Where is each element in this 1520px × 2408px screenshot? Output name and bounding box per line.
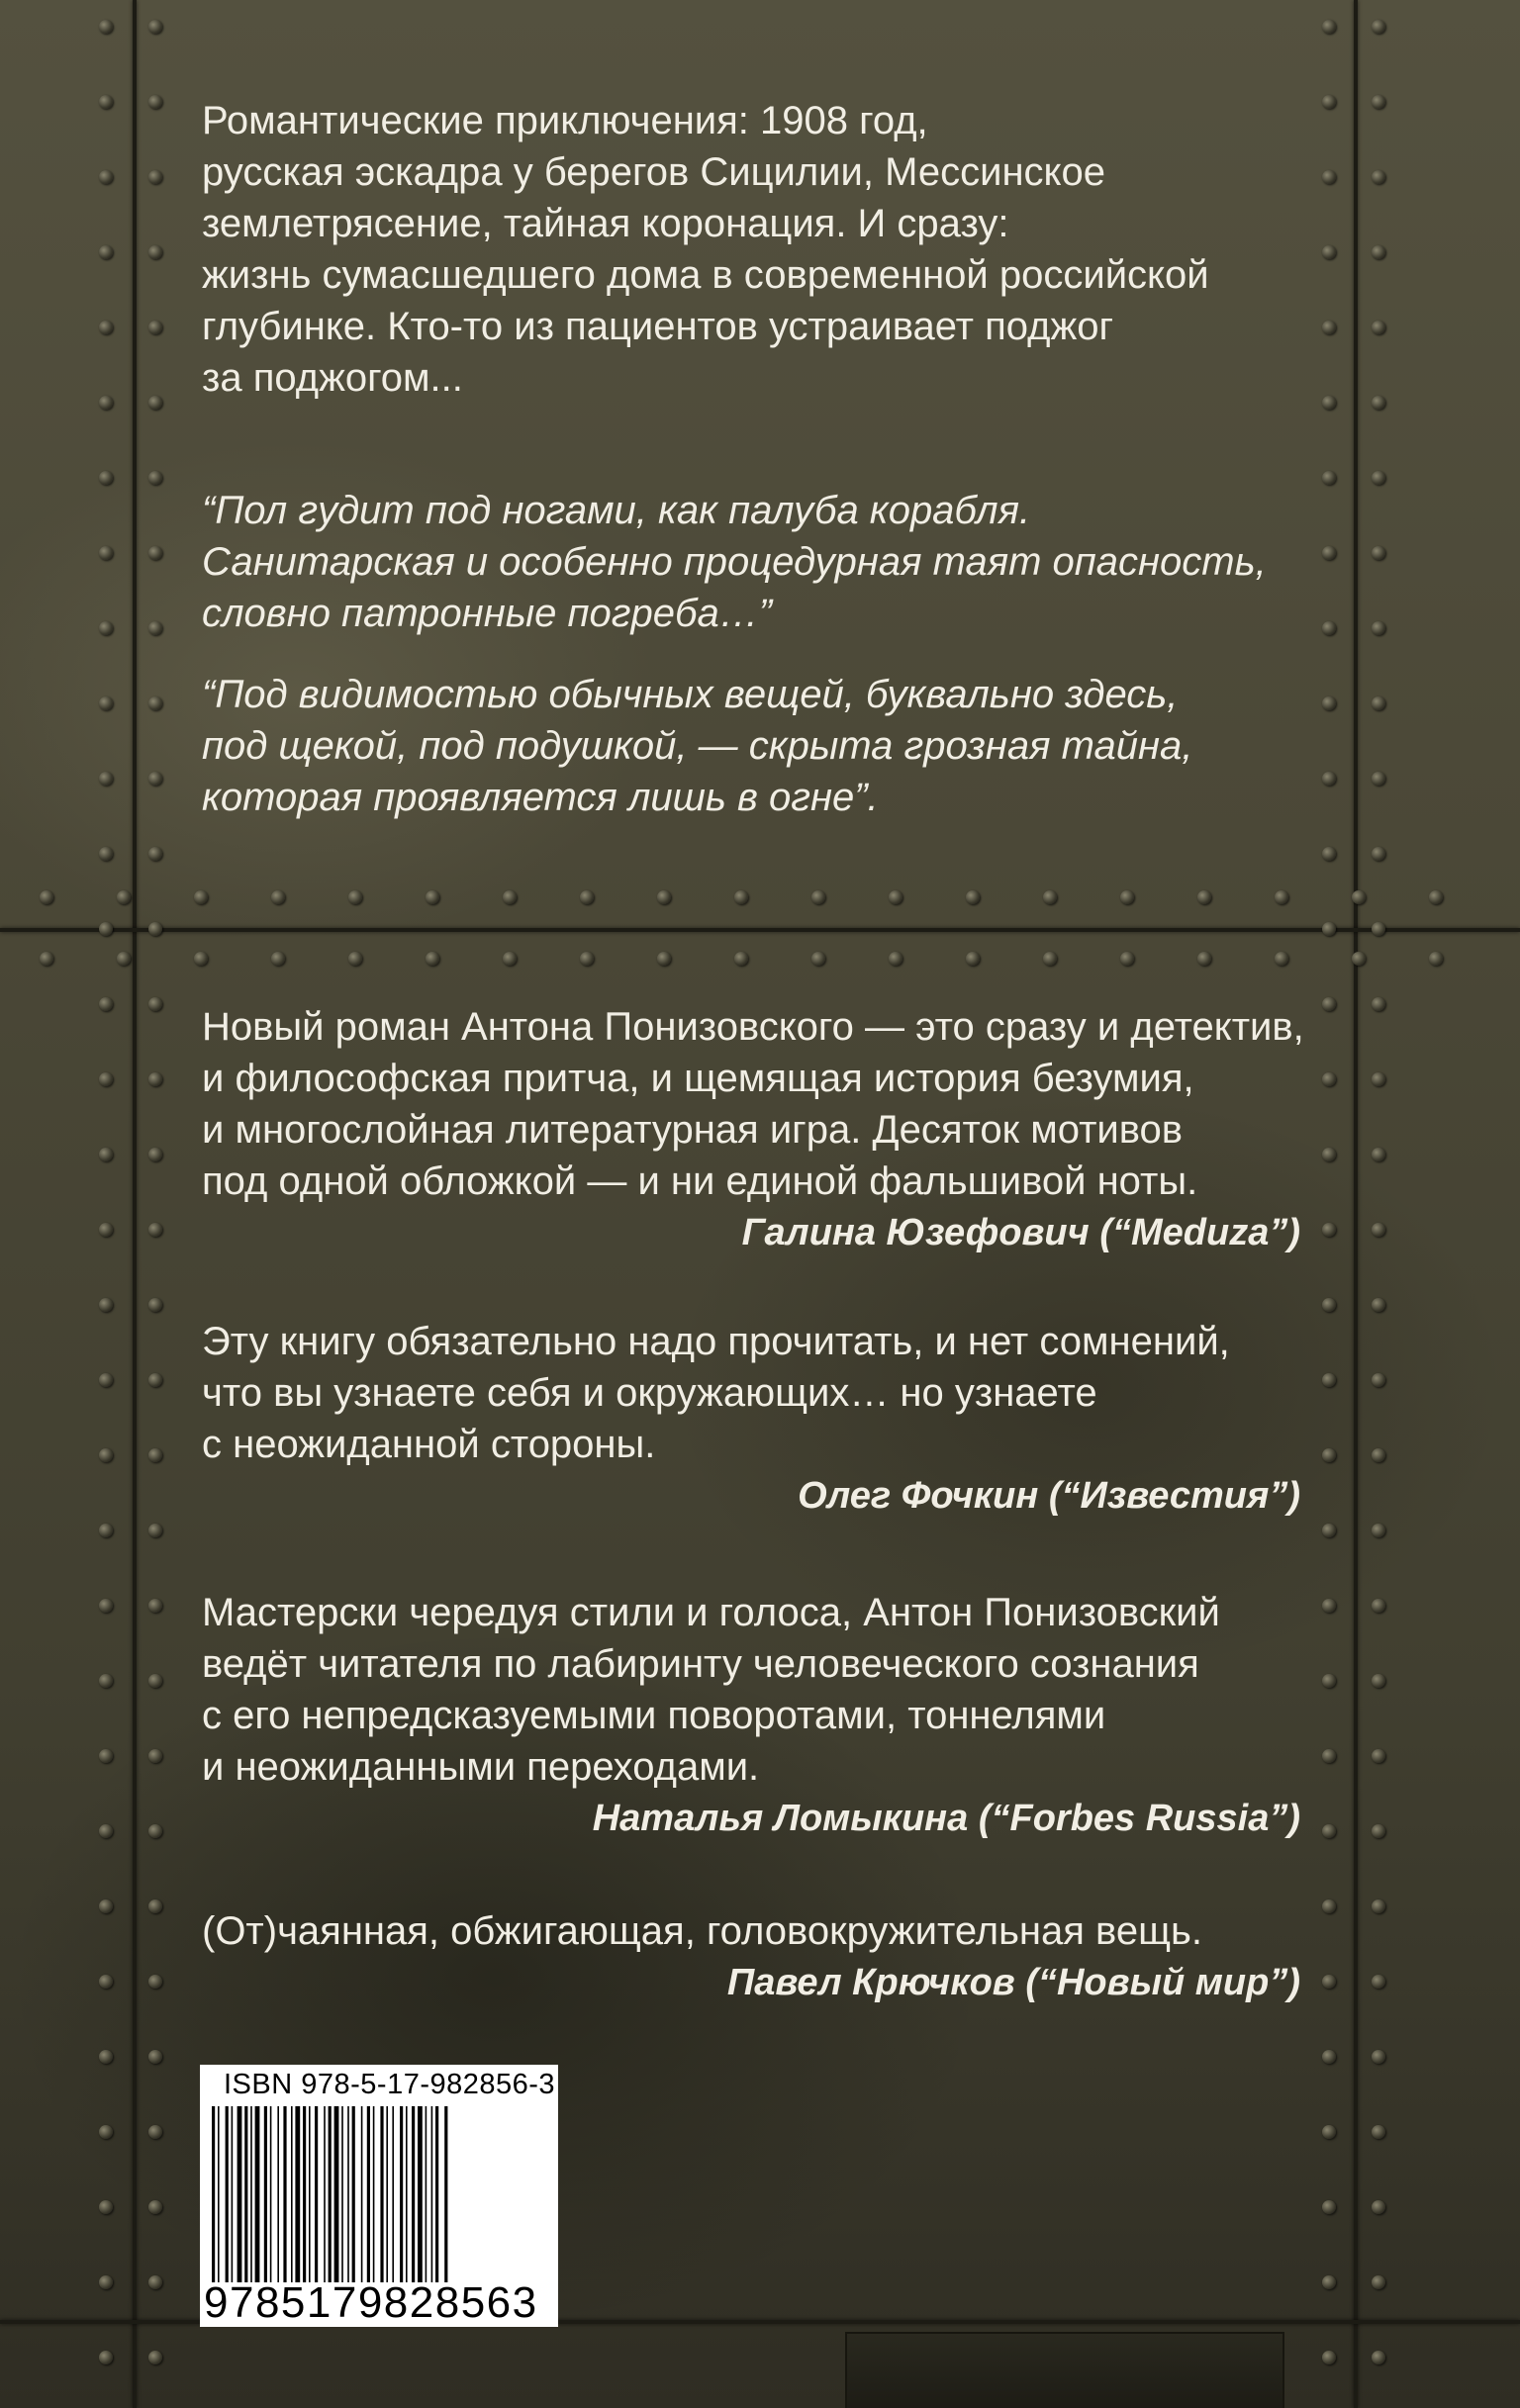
rivet — [99, 1072, 113, 1086]
rivet — [148, 772, 162, 786]
rivet — [271, 890, 285, 904]
rivet — [148, 245, 162, 259]
rivet — [1322, 2275, 1336, 2289]
rivet — [1372, 922, 1385, 936]
rivet — [1372, 1298, 1385, 1312]
rivet — [1322, 20, 1336, 34]
barcode-bar — [426, 2106, 428, 2282]
rivet — [503, 952, 517, 966]
rivet — [1372, 1373, 1385, 1387]
rivet — [1275, 890, 1288, 904]
rivet — [40, 952, 53, 966]
rivet — [148, 1072, 162, 1086]
quote-line: Санитарская и особенно процедурная таят опасность, — [202, 540, 1267, 584]
rivet — [148, 1524, 162, 1537]
rivet — [148, 170, 162, 184]
rivet — [1429, 890, 1443, 904]
rivet — [1372, 471, 1385, 485]
rivet — [1372, 1599, 1385, 1613]
rivet — [503, 890, 517, 904]
blurb-line: жизнь сумасшедшего дома в современной российской — [202, 253, 1209, 297]
barcode-bar — [238, 2106, 242, 2282]
rivet — [1372, 1975, 1385, 1989]
rivet — [99, 321, 113, 334]
review-4 — [202, 1905, 1310, 2008]
rivet — [99, 1448, 113, 1462]
rivet — [99, 922, 113, 936]
barcode-bar — [400, 2106, 403, 2282]
barcode-bar — [324, 2106, 326, 2282]
rivet — [1429, 952, 1443, 966]
rivet — [1372, 2275, 1385, 2289]
review-3 — [202, 1587, 1310, 1844]
rivet — [99, 1599, 113, 1613]
rivet — [1322, 1223, 1336, 1237]
rivet — [1322, 621, 1336, 635]
rivet — [1322, 1749, 1336, 1763]
quote-line: под щекой, под подушкой, — скрыта грозная тайна, — [202, 724, 1193, 768]
rivet — [811, 890, 825, 904]
review-line: с его непредсказуемыми поворотами, тоннелями — [202, 1694, 1106, 1737]
review-author: Олег Фочкин (“Известия”) — [798, 1475, 1300, 1517]
rivet — [148, 1223, 162, 1237]
rivet — [148, 696, 162, 710]
rivet — [1352, 952, 1366, 966]
blurb-line: за поджогом... — [202, 356, 463, 400]
rivet — [1322, 1373, 1336, 1387]
barcode-bar — [218, 2106, 220, 2282]
rivet — [1197, 952, 1211, 966]
review-line: и неожиданными переходами. — [202, 1745, 760, 1789]
barcode-bar — [255, 2106, 260, 2282]
rivet — [348, 952, 362, 966]
rivet — [1372, 1899, 1385, 1913]
barcode-bar — [444, 2106, 447, 2282]
barcode-bar — [373, 2106, 375, 2282]
rivet — [1372, 2125, 1385, 2139]
rivet — [1197, 890, 1211, 904]
rivet — [1322, 1975, 1336, 1989]
barcode-bar — [264, 2106, 267, 2282]
barcode-bar — [412, 2106, 415, 2282]
rivet — [580, 890, 594, 904]
rivet — [99, 546, 113, 560]
rivet — [1372, 1448, 1385, 1462]
rivet — [966, 952, 980, 966]
rivet — [1322, 471, 1336, 485]
rivet — [1322, 1148, 1336, 1161]
rivet — [1322, 245, 1336, 259]
rivet — [99, 2351, 113, 2364]
review-author: Наталья Ломыкина (“Forbes Russia”) — [592, 1798, 1300, 1839]
barcode-bar — [226, 2106, 229, 2282]
rivet — [1372, 1148, 1385, 1161]
panel-seam-top — [0, 928, 1520, 932]
barcode-bar — [295, 2106, 300, 2282]
rivet — [1322, 2050, 1336, 2064]
barcode-bar — [347, 2106, 349, 2282]
blurb-line: русская эскадра у берегов Сицилии, Мессинское — [202, 150, 1105, 194]
rivet — [148, 997, 162, 1011]
rivet — [148, 621, 162, 635]
rivet — [657, 952, 671, 966]
barcode-bar — [406, 2106, 408, 2282]
rivet — [1372, 1749, 1385, 1763]
isbn-barcode — [200, 2065, 558, 2327]
blurb-line: Романтические приключения: 1908 год, — [202, 99, 928, 142]
rivet — [426, 890, 439, 904]
rivet — [1372, 772, 1385, 786]
rivet — [1352, 890, 1366, 904]
rivet — [426, 952, 439, 966]
barcode-bar — [392, 2106, 394, 2282]
review-line: Эту книгу обязательно надо прочитать, и нет сомнений, — [202, 1320, 1230, 1363]
rivet — [99, 2050, 113, 2064]
barcode-bar — [270, 2106, 272, 2282]
review-line: Мастерски чередуя стили и голоса, Антон Понизовский — [202, 1591, 1220, 1634]
rivet — [1322, 546, 1336, 560]
rivet — [1322, 1899, 1336, 1913]
rivet — [889, 890, 902, 904]
rivet — [117, 890, 131, 904]
rivet — [99, 95, 113, 109]
rivet — [148, 396, 162, 410]
barcode-bar — [277, 2106, 279, 2282]
barcode-bar — [361, 2106, 363, 2282]
barcode-bar — [435, 2106, 438, 2282]
rivet — [99, 997, 113, 1011]
rivet — [99, 170, 113, 184]
rivet — [1322, 1824, 1336, 1838]
barcode-bar — [386, 2106, 388, 2282]
barcode-bar — [418, 2106, 423, 2282]
rivet — [148, 922, 162, 936]
rivet — [148, 1599, 162, 1613]
rivet — [99, 1298, 113, 1312]
rivet — [99, 20, 113, 34]
rivet — [99, 1223, 113, 1237]
rivet — [1372, 1524, 1385, 1537]
blurb-line: землетрясение, тайная коронация. И сразу: — [202, 202, 1009, 245]
barcode-bar — [431, 2106, 433, 2282]
rivet — [1322, 1674, 1336, 1688]
rivet — [1322, 696, 1336, 710]
rivet — [1322, 95, 1336, 109]
rivet — [1322, 922, 1336, 936]
rivet — [1372, 1072, 1385, 1086]
barcode-bar — [303, 2106, 306, 2282]
rivet — [148, 546, 162, 560]
review-line: и философская притча, и щемящая история безумия, — [202, 1057, 1194, 1100]
rivet — [148, 471, 162, 485]
barcode-bar — [250, 2106, 252, 2282]
rivet — [348, 890, 362, 904]
rivet — [1322, 2125, 1336, 2139]
rivet — [1322, 2200, 1336, 2214]
rivet — [99, 847, 113, 861]
rivet — [1322, 2351, 1336, 2364]
rivet — [1322, 847, 1336, 861]
rivet — [148, 1373, 162, 1387]
rivet — [148, 2125, 162, 2139]
quote-1 — [202, 485, 1310, 639]
rivet — [1322, 1072, 1336, 1086]
rivet — [40, 890, 53, 904]
blurb — [202, 95, 1310, 404]
rivet — [1372, 1674, 1385, 1688]
review-line: что вы узнаете себя и окружающих… но узнаете — [202, 1371, 1097, 1415]
rivet — [148, 1824, 162, 1838]
rivet — [1372, 997, 1385, 1011]
rivet — [99, 2275, 113, 2289]
rivet — [99, 772, 113, 786]
quote-line: словно патронные погреба…” — [202, 592, 773, 635]
rivet — [148, 1899, 162, 1913]
blurb-line: глубинке. Кто-то из пациентов устраивает поджог — [202, 305, 1114, 348]
rivet — [966, 890, 980, 904]
rivet — [148, 1148, 162, 1161]
rivet — [1120, 952, 1134, 966]
barcode-bar — [232, 2106, 234, 2282]
rivet — [194, 952, 208, 966]
rivet — [99, 1674, 113, 1688]
rivet — [1120, 890, 1134, 904]
rivet — [1372, 621, 1385, 635]
isbn-label: ISBN 978-5-17-982856-3 — [224, 2069, 556, 2100]
barcode-bar — [291, 2106, 293, 2282]
rivet — [1322, 321, 1336, 334]
rivet — [1372, 2050, 1385, 2064]
review-2 — [202, 1316, 1310, 1522]
rivet — [1043, 952, 1057, 966]
rivet — [1372, 20, 1385, 34]
review-line: под одной обложкой — и ни единой фальшивой ноты. — [202, 1159, 1198, 1203]
barcode-bar — [315, 2106, 318, 2282]
barcode-bar — [329, 2106, 332, 2282]
rivet — [99, 1975, 113, 1989]
barcode-bar — [334, 2106, 339, 2282]
rivet — [1372, 1223, 1385, 1237]
rivet — [148, 2351, 162, 2364]
rivet — [271, 952, 285, 966]
barcode-bar — [283, 2106, 286, 2282]
review-author: Галина Юзефович (“Meduza”) — [741, 1212, 1300, 1253]
barcode-bars — [206, 2106, 552, 2282]
rivet — [811, 952, 825, 966]
rivet — [99, 1899, 113, 1913]
quote-line: “Пол гудит под ногами, как палуба корабля. — [202, 489, 1031, 532]
rivet — [1372, 170, 1385, 184]
review-line: и многослойная литературная игра. Десяток мотивов — [202, 1108, 1184, 1152]
rivet — [117, 952, 131, 966]
rivet — [148, 95, 162, 109]
rivet — [1372, 546, 1385, 560]
rivet — [1322, 1448, 1336, 1462]
barcode-bar — [212, 2106, 215, 2282]
rivet — [148, 1975, 162, 1989]
review-1 — [202, 1001, 1310, 1258]
rivet — [1322, 997, 1336, 1011]
rivet — [148, 2275, 162, 2289]
rivet — [99, 2200, 113, 2214]
rivet — [1322, 1524, 1336, 1537]
rivet — [1372, 1824, 1385, 1838]
rivet — [148, 847, 162, 861]
barcode-bar — [341, 2106, 343, 2282]
rivet — [1322, 170, 1336, 184]
rivet — [148, 2200, 162, 2214]
panel-seam-right — [1354, 0, 1358, 2408]
rivet — [99, 2125, 113, 2139]
rivet — [1322, 1599, 1336, 1613]
rivet — [148, 1298, 162, 1312]
rivet — [1322, 1298, 1336, 1312]
rivet — [99, 1373, 113, 1387]
rivet — [1372, 2351, 1385, 2364]
rivet — [99, 621, 113, 635]
barcode-digits: 9785179828563 — [204, 2278, 538, 2327]
rivet — [734, 952, 748, 966]
rivet — [99, 396, 113, 410]
metal-plate — [845, 2332, 1284, 2408]
rivet — [99, 471, 113, 485]
rivet — [1322, 396, 1336, 410]
rivet — [657, 890, 671, 904]
rivet — [99, 245, 113, 259]
barcode-bar — [309, 2106, 311, 2282]
review-line: с неожиданной стороны. — [202, 1423, 656, 1466]
rivet — [148, 321, 162, 334]
rivet — [1372, 245, 1385, 259]
rivet — [99, 1824, 113, 1838]
rivet — [148, 2050, 162, 2064]
review-author: Павел Крючков (“Новый мир”) — [726, 1962, 1300, 2003]
rivet — [99, 1148, 113, 1161]
rivet — [194, 890, 208, 904]
quote-2 — [202, 669, 1310, 823]
rivet — [1372, 696, 1385, 710]
panel-seam-left — [133, 0, 137, 2408]
rivet — [148, 1674, 162, 1688]
quote-line: “Под видимостью обычных вещей, буквально здесь, — [202, 673, 1179, 716]
review-line: (От)чаянная, обжигающая, головокружительная вещь. — [202, 1909, 1202, 1953]
rivet — [1372, 396, 1385, 410]
barcode-bar — [352, 2106, 355, 2282]
barcode-bar — [367, 2106, 370, 2282]
rivet — [580, 952, 594, 966]
rivet — [1322, 772, 1336, 786]
quote-line: которая проявляется лишь в огне”. — [202, 776, 879, 819]
rivet — [148, 1448, 162, 1462]
barcode-bar — [380, 2106, 383, 2282]
barcode-bar — [244, 2106, 247, 2282]
rivet — [889, 952, 902, 966]
rivet — [1043, 890, 1057, 904]
rivet — [99, 1749, 113, 1763]
rivet — [99, 696, 113, 710]
rivet — [148, 20, 162, 34]
rivet — [734, 890, 748, 904]
rivet — [1372, 95, 1385, 109]
rivet — [1372, 2200, 1385, 2214]
rivet — [1372, 847, 1385, 861]
rivet — [1275, 952, 1288, 966]
review-line: Новый роман Антона Понизовского — это сразу и детектив, — [202, 1005, 1304, 1049]
rivet — [1372, 321, 1385, 334]
rivet — [148, 1749, 162, 1763]
review-line: ведёт читателя по лабиринту человеческого сознания — [202, 1642, 1199, 1686]
rivet — [99, 1524, 113, 1537]
